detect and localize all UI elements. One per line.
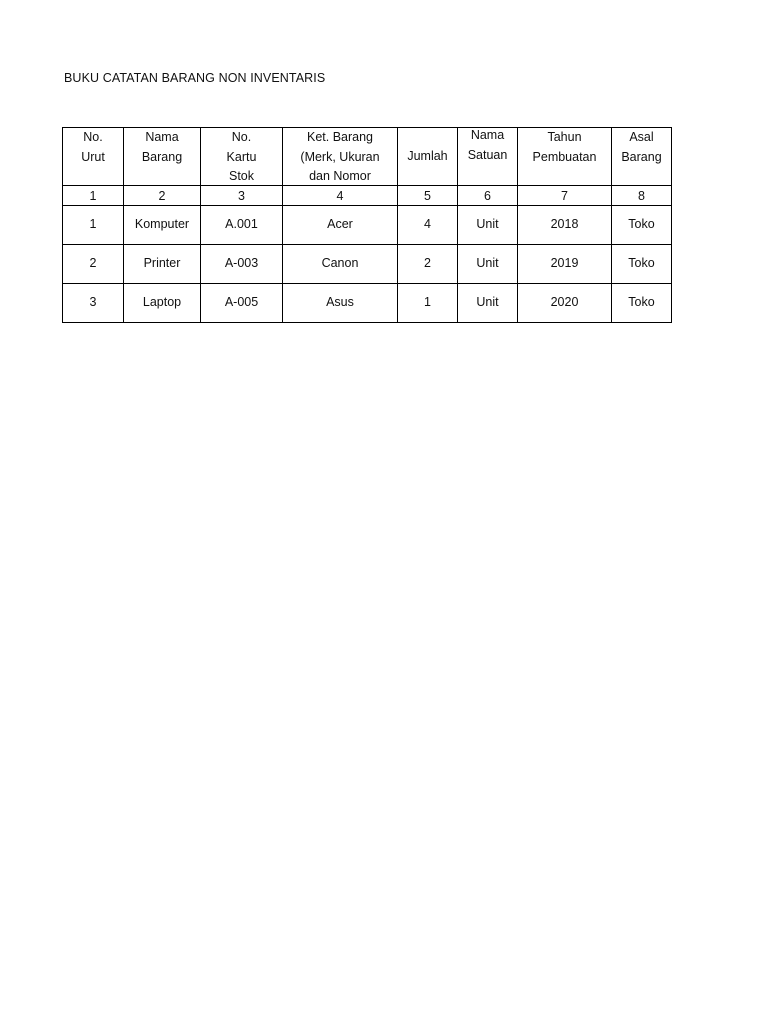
column-number-cell: 7	[518, 186, 612, 206]
header-text: Kartu	[226, 149, 257, 164]
cell-nama-barang: Printer	[124, 245, 201, 284]
header-cell-tahun-pembuatan	[518, 128, 612, 186]
header-text: Pembuatan	[532, 149, 597, 164]
cell-jumlah: 4	[398, 206, 458, 245]
header-text: No.	[231, 130, 252, 144]
cell-nama-satuan: Unit	[458, 284, 518, 323]
cell-no-kartu-stok: A-003	[201, 245, 283, 284]
column-number-cell: 5	[398, 186, 458, 206]
cell-no-kartu-stok: A-005	[201, 284, 283, 323]
table-header-row	[63, 128, 672, 186]
header-text: Ket. Barang	[306, 130, 373, 144]
table-row	[63, 284, 672, 323]
table-row	[63, 245, 672, 284]
header-text: Stok	[228, 169, 254, 183]
cell-ket-barang: Canon	[283, 245, 398, 284]
header-text: dan Nomor	[309, 169, 371, 183]
header-text: Nama	[470, 128, 505, 142]
cell-tahun-pembuatan: 2019	[518, 245, 612, 284]
cell-tahun-pembuatan: 2018	[518, 206, 612, 245]
inventory-table	[62, 127, 672, 323]
cell-jumlah: 2	[398, 245, 458, 284]
header-text: Satuan	[467, 147, 508, 162]
cell-no-urut: 2	[63, 245, 124, 284]
column-number-cell: 1	[63, 186, 124, 206]
cell-no-urut: 3	[63, 284, 124, 323]
header-text: Asal	[629, 130, 654, 144]
cell-nama-barang: Komputer	[124, 206, 201, 245]
column-number-cell: 6	[458, 186, 518, 206]
cell-nama-satuan: Unit	[458, 206, 518, 245]
column-number-cell: 4	[283, 186, 398, 206]
header-text: Nama	[145, 130, 179, 144]
table-row	[63, 206, 672, 245]
cell-no-urut: 1	[63, 206, 124, 245]
cell-jumlah: 1	[398, 284, 458, 323]
column-number-cell: 2	[124, 186, 201, 206]
header-cell-jumlah	[398, 128, 458, 186]
column-number-row	[63, 186, 672, 206]
header-cell-asal-barang	[612, 128, 672, 186]
header-text: No.	[83, 130, 103, 144]
header-text: Barang	[141, 149, 183, 164]
cell-no-kartu-stok: A.001	[201, 206, 283, 245]
header-text: Urut	[81, 149, 105, 164]
column-number-cell: 8	[612, 186, 672, 206]
header-text: (Merk, Ukuran	[300, 149, 380, 164]
header-cell-nama-barang	[124, 128, 201, 186]
document-title: BUKU CATATAN BARANG NON INVENTARIS	[64, 71, 326, 85]
header-cell-no-urut	[63, 128, 124, 186]
column-number-cell: 3	[201, 186, 283, 206]
cell-asal-barang: Toko	[612, 206, 672, 245]
header-text: Jumlah	[407, 148, 448, 163]
cell-nama-satuan: Unit	[458, 245, 518, 284]
cell-asal-barang: Toko	[612, 284, 672, 323]
header-cell-no-kartu-stok	[201, 128, 283, 186]
cell-asal-barang: Toko	[612, 245, 672, 284]
cell-tahun-pembuatan: 2020	[518, 284, 612, 323]
cell-ket-barang: Acer	[283, 206, 398, 245]
cell-nama-barang: Laptop	[124, 284, 201, 323]
cell-ket-barang: Asus	[283, 284, 398, 323]
header-cell-ket-barang	[283, 128, 398, 186]
header-text: Tahun	[547, 130, 582, 144]
header-cell-nama-satuan	[458, 128, 518, 186]
header-text: Barang	[621, 149, 662, 164]
